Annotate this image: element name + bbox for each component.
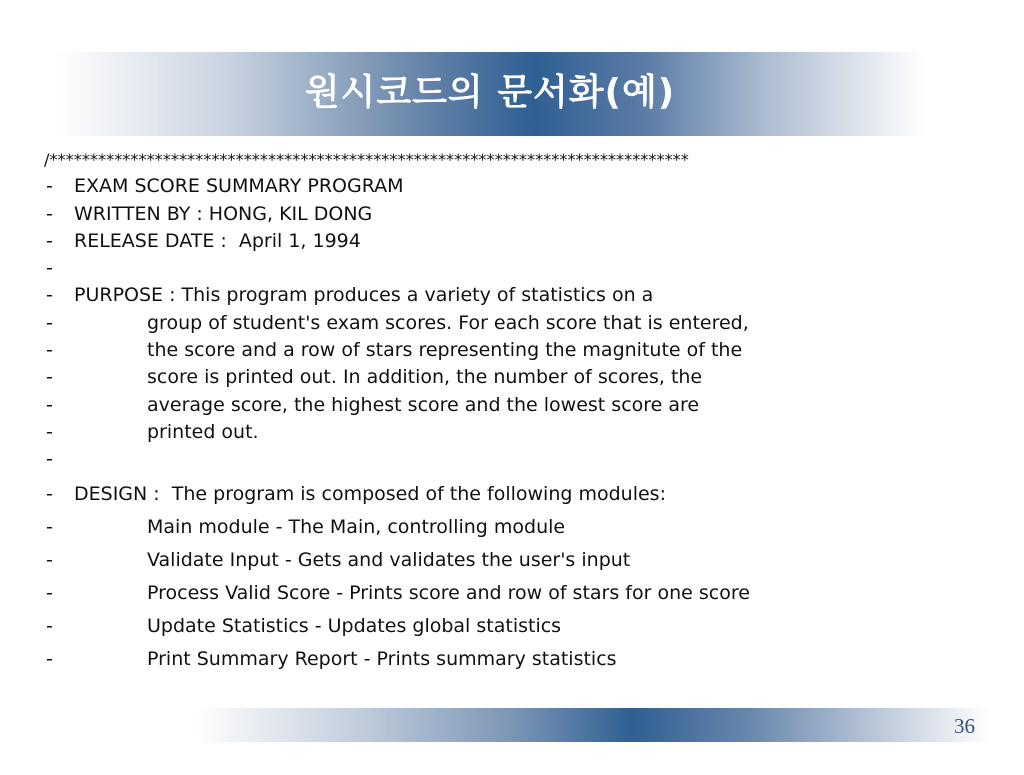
code-line bbox=[44, 511, 984, 544]
code-line bbox=[44, 282, 984, 309]
code-line bbox=[44, 255, 984, 282]
line-dash: - bbox=[46, 202, 53, 225]
code-line bbox=[44, 643, 984, 676]
source-code-comment-block bbox=[44, 146, 984, 676]
line-text: printed out. bbox=[147, 420, 259, 443]
slide-title: 원시코드의 문서화(예) bbox=[304, 72, 676, 113]
line-dash: - bbox=[46, 229, 53, 252]
line-text: average score, the highest score and the lowest score are bbox=[147, 393, 700, 416]
line-dash: - bbox=[46, 339, 53, 362]
code-line bbox=[44, 228, 984, 255]
code-line bbox=[44, 201, 984, 228]
code-line bbox=[44, 337, 984, 364]
code-line bbox=[44, 577, 984, 610]
line-text: PURPOSE : This program produces a variety of statistics on a bbox=[74, 284, 654, 307]
line-text: EXAM SCORE SUMMARY PROGRAM bbox=[74, 175, 404, 198]
code-line bbox=[44, 173, 984, 200]
line-dash: - bbox=[46, 420, 53, 443]
line-dash: - bbox=[46, 284, 53, 307]
line-text: group of student's exam scores. For each score that is entered, bbox=[147, 311, 749, 334]
line-dash: - bbox=[46, 366, 53, 389]
page-number: 36 bbox=[954, 714, 975, 738]
code-line bbox=[44, 544, 984, 577]
code-line bbox=[44, 310, 984, 337]
code-line bbox=[44, 478, 984, 511]
line-dash: - bbox=[46, 393, 53, 416]
code-line bbox=[44, 364, 984, 391]
line-dash: - bbox=[46, 548, 53, 571]
line-dash: - bbox=[46, 257, 53, 280]
code-line bbox=[44, 610, 984, 643]
line-dash: - bbox=[46, 647, 53, 670]
line-dash: - bbox=[46, 175, 53, 198]
comment-open-stars: /******************************************************************************* bbox=[44, 150, 689, 169]
line-dash: - bbox=[46, 614, 53, 637]
line-text: WRITTEN BY : HONG, KIL DONG bbox=[74, 202, 373, 225]
line-dash: - bbox=[46, 311, 53, 334]
line-dash: - bbox=[46, 581, 53, 604]
line-text: RELEASE DATE : April 1, 1994 bbox=[74, 229, 361, 252]
line-text: Main module - The Main, controlling module bbox=[147, 515, 566, 538]
code-line bbox=[44, 446, 984, 473]
line-text: the score and a row of stars representing the magnitute of the bbox=[147, 339, 743, 362]
line-text: Update Statistics - Updates global statistics bbox=[147, 614, 562, 637]
line-text: Process Valid Score - Prints score and row of stars for one score bbox=[147, 581, 750, 604]
line-dash: - bbox=[46, 448, 53, 471]
line-text: Validate Input - Gets and validates the user's input bbox=[147, 548, 631, 571]
footer-banner bbox=[195, 708, 990, 742]
line-text: Print Summary Report - Prints summary statistics bbox=[147, 647, 617, 670]
code-line bbox=[44, 419, 984, 446]
line-text: score is printed out. In addition, the number of scores, the bbox=[147, 366, 703, 389]
code-line bbox=[44, 392, 984, 419]
line-text: DESIGN : The program is composed of the following modules: bbox=[74, 482, 666, 505]
line-dash: - bbox=[46, 515, 53, 538]
line-dash: - bbox=[46, 482, 53, 505]
